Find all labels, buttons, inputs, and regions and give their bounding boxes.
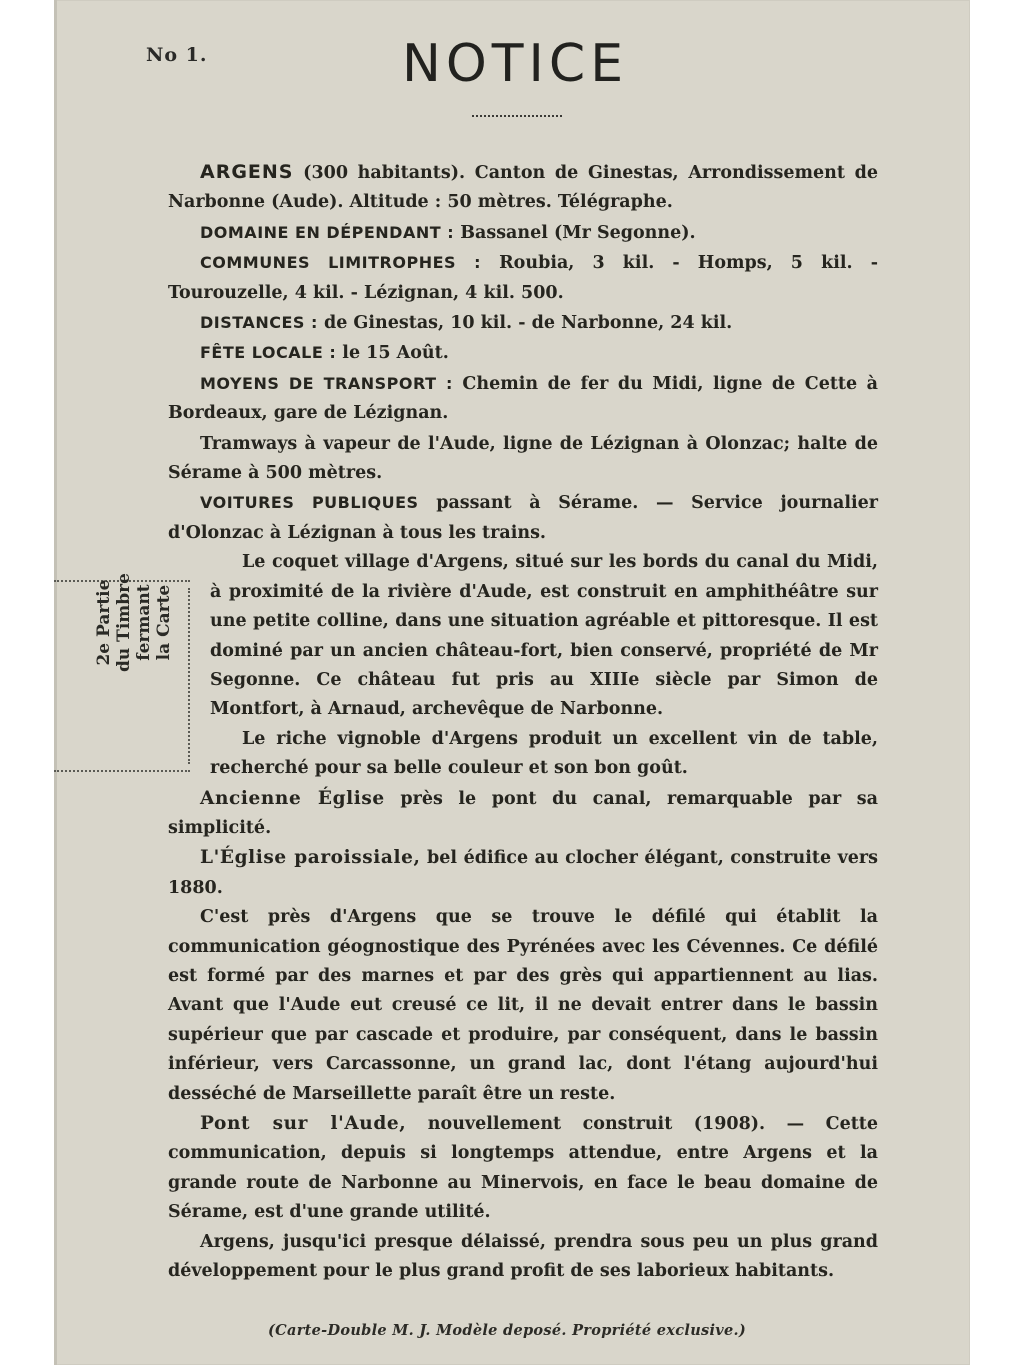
paragraph-transport xyxy=(168,369,878,429)
paragraph-text: (300 habitants). Canton de Ginestas, Arrondissement de Narbonne (Aude). Altitude : 50 mètres. Télégraphe. xyxy=(168,163,878,213)
stamp-note xyxy=(94,573,174,672)
paragraph-ancienne-eglise xyxy=(168,784,878,844)
paragraph-text: Tramways à vapeur de l'Aude, ligne de Lézignan à Olonzac; halte de Sérame à 500 mètres. xyxy=(168,433,878,484)
paragraph-village xyxy=(210,548,878,724)
stamp-note-line: la Carte xyxy=(154,584,174,661)
paragraph-lead: L'Église paroissiale, xyxy=(200,847,421,869)
paragraph-text: Bassanel (Mr Segonne). xyxy=(454,222,696,243)
paragraph-lead: MOYENS DE TRANSPORT : xyxy=(200,373,453,393)
paragraph-lead: VOITURES PUBLIQUES xyxy=(200,493,419,513)
paragraph-lead: ARGENS xyxy=(200,161,294,183)
paragraph-text: Chemin de fer du Midi, ligne de Cette à Bordeaux, gare de Lézignan. xyxy=(168,373,878,424)
stamp-note-line: fermant xyxy=(134,584,154,661)
paragraph-voitures xyxy=(168,488,878,548)
paragraph-conclusion xyxy=(168,1228,878,1287)
paragraph-text: de Ginestas, 10 kil. - de Narbonne, 24 kil. xyxy=(317,313,733,334)
notice-body xyxy=(168,158,878,1286)
paragraph-fete xyxy=(168,338,878,368)
paragraph-argens xyxy=(168,158,878,218)
paragraph-pont xyxy=(168,1109,878,1228)
paragraph-eglise-paroissiale xyxy=(168,843,878,903)
paragraph-lead: DOMAINE EN DÉPENDANT : xyxy=(200,222,455,242)
page-title: NOTICE xyxy=(401,34,629,94)
paragraph-vignoble xyxy=(210,725,878,784)
title-divider xyxy=(472,115,562,117)
stamp-note-line: du Timbre xyxy=(114,573,134,672)
stamp-note-line: 2e Partie xyxy=(94,579,114,666)
paragraph-text: bel édifice au clocher élégant, construite vers 1880. xyxy=(168,848,878,898)
paragraph-lead: Ancienne Église xyxy=(200,787,385,809)
paragraph-text: le 15 Août. xyxy=(336,343,449,364)
paragraph-communes xyxy=(168,248,878,308)
inset-text-block xyxy=(210,548,878,783)
paragraph-text: Roubia, 3 kil. - Homps, 5 kil. - Tourouzelle, 4 kil. - Lézignan, 4 kil. 500. xyxy=(168,253,878,303)
paragraph-text: près le pont du canal, remarquable par sa simplicité. xyxy=(168,788,878,838)
paragraph-lead: COMMUNES LIMITROPHES : xyxy=(200,253,482,273)
card-number: No 1. xyxy=(146,44,208,66)
paragraph-defile xyxy=(168,903,878,1109)
paragraph-text: Le riche vignoble d'Argens produit un excellent vin de table, recherché pour sa belle couleur et son bon goût. xyxy=(210,728,878,779)
paragraph-text: nouvellement construit (1908). — Cette communication, depuis si longtemps attendue, entre Argens et la grande route de Narbonne au Minervois, en face le beau domaine de Sérame, est d'une grande utilité. xyxy=(168,1114,878,1223)
paragraph-tramways xyxy=(168,429,878,489)
paragraph-text: Le coquet village d'Argens, situé sur les bords du canal du Midi, à proximité de la rivière d'Aude, est construit en amphithéâtre sur une petite colline, dans une situation agréable et pittoresque. Il est dominé par un ancien château-fort, bien conservé, propriété de Mr Segonne. Ce château fut pris au XIIIe siècle par Simon de Montfort, à Arnaud, archevêque de Narbonne. xyxy=(210,552,878,720)
paragraph-text: C'est près d'Argens que se trouve le défilé qui établit la communication géognostique des Pyrénées avec les Cévennes. Ce défilé est formé par des marnes et par des grès qui appartiennent au lias. Avant que l'Aude eut creusé ce lit, il ne devait entrer dans le bassin supérieur que par cascade et produire, par conséquent, dans le bassin inférieur, vers Carcassonne, un grand lac, dont l'étang aujourd'hui desséché de Marseillette paraît être un reste. xyxy=(168,907,878,1104)
footer-note: (Carte-Double M. J. Modèle deposé. Propriété exclusive.) xyxy=(268,1322,747,1339)
paragraph-text: Argens, jusqu'ici presque délaissé, prendra sous peu un plus grand développement pour le plus grand profit de ses laborieux habitants. xyxy=(168,1231,878,1282)
paragraph-lead: Pont sur l'Aude, xyxy=(200,1113,407,1134)
paragraph-distances xyxy=(168,308,878,338)
paragraph-lead: DISTANCES : xyxy=(200,313,318,333)
paragraph-lead: FÊTE LOCALE : xyxy=(200,343,337,363)
paragraph-domaine xyxy=(168,218,878,248)
paragraph-text: passant à Sérame. — Service journalier d'Olonzac à Lézignan à tous les trains. xyxy=(168,493,878,543)
